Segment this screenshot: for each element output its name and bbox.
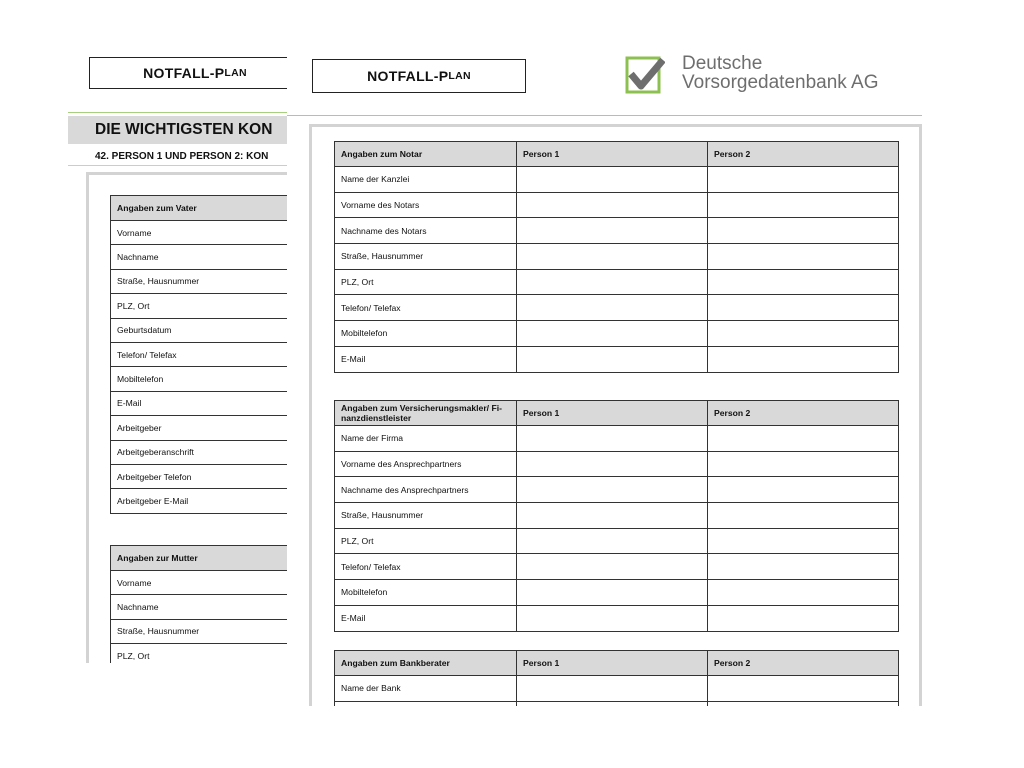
person-2-field[interactable] [708,528,899,554]
person-2-field[interactable] [708,321,899,347]
front-page-rule [287,115,922,116]
table-row [335,528,899,554]
person-2-field[interactable] [708,218,899,244]
bank-col-person-1: Person 1 [517,651,708,676]
person-1-field[interactable] [517,218,708,244]
person-1-field[interactable] [517,321,708,347]
row-label: Straße, Hausnummer [335,244,517,270]
row-label: Vorname des Ansprechpartners [335,451,517,477]
row-label: Vorname des Notars [335,192,517,218]
table-row [111,391,288,415]
person-2-field[interactable] [708,269,899,295]
table-row [335,554,899,580]
table-row [111,416,288,440]
subsection-title: 42. PERSON 1 UND PERSON 2: KON [95,151,269,162]
broker-col-person-2: Person 2 [708,401,899,426]
person-2-field[interactable] [708,477,899,503]
person-1-field[interactable] [517,269,708,295]
row-label: Vorname [111,221,288,245]
table-row [111,489,288,513]
bank-col-person-2: Person 2 [708,651,899,676]
row-label: Arbeitgeber [111,416,288,440]
table-row [111,440,288,464]
bank-table-header: Angaben zum Bankberater [335,651,517,676]
table-row [335,676,899,702]
table-row [335,346,899,372]
table-row [335,295,899,321]
row-label: Name der Firma [335,426,517,452]
table-row [111,619,288,643]
person-2-field[interactable] [708,244,899,270]
person-1-field[interactable] [517,426,708,452]
row-label: Nachname [111,245,288,269]
company-logo [625,54,878,96]
front-page-title: NOTFALL-P LAN [312,59,526,93]
row-label: E-Mail [111,391,288,415]
table-row [335,269,899,295]
person-1-field[interactable] [517,346,708,372]
notary-col-person-2: Person 2 [708,142,899,167]
table-row [111,595,288,619]
row-label: Telefon/ Telefax [111,342,288,366]
table-row [335,244,899,270]
person-2-field[interactable] [708,503,899,529]
person-1-field[interactable] [517,244,708,270]
section-title: DIE WICHTIGSTEN KON [68,116,287,144]
person-1-field[interactable] [517,192,708,218]
table-row [335,192,899,218]
person-2-field[interactable] [708,580,899,606]
person-2-field[interactable] [708,346,899,372]
person-2-field[interactable] [708,605,899,631]
row-label: Telefon/ Telefax [335,295,517,321]
person-1-field[interactable] [517,580,708,606]
table-row [111,464,288,488]
row-label: Nachname [111,595,288,619]
table-row [111,644,288,663]
page-bottom-whitespace [287,706,1024,768]
row-label: Mobiltelefon [111,367,288,391]
notary-table [334,141,899,373]
person-2-field[interactable] [708,676,899,702]
row-label: PLZ, Ort [335,269,517,295]
notary-col-person-1: Person 1 [517,142,708,167]
logo-line-2: Vorsorgedatenbank AG [682,72,879,93]
table-row [111,367,288,391]
person-2-field[interactable] [708,295,899,321]
person-2-field[interactable] [708,426,899,452]
row-label: Vorname [111,571,288,595]
person-1-field[interactable] [517,605,708,631]
row-label: Straße, Hausnummer [111,619,288,643]
table-row [335,503,899,529]
person-2-field[interactable] [708,192,899,218]
row-label: Nachname des Ansprechpartners [335,477,517,503]
table-row [111,342,288,366]
row-label: Name der Bank [335,676,517,702]
logo-line-1: Deutsche [682,53,763,74]
person-1-field[interactable] [517,554,708,580]
row-label: Mobiltelefon [335,580,517,606]
table-row [335,218,899,244]
table-row [335,477,899,503]
table-row [335,426,899,452]
table-row [335,605,899,631]
broker-table-header: Angaben zum Versicherungsmakler/ Fi-nanzdienstleister [335,401,517,426]
table-row [111,294,288,318]
person-1-field[interactable] [517,477,708,503]
row-label: PLZ, Ort [335,528,517,554]
person-2-field[interactable] [708,554,899,580]
broker-col-person-1: Person 1 [517,401,708,426]
table-row [111,571,288,595]
table-row [335,321,899,347]
row-label: Arbeitgeber E-Mail [111,489,288,513]
broker-table [334,400,899,632]
person-1-field[interactable] [517,528,708,554]
table-row [335,580,899,606]
person-2-field[interactable] [708,451,899,477]
logo-text [682,54,878,92]
table-row [335,451,899,477]
table-row [335,167,899,193]
person-1-field[interactable] [517,295,708,321]
person-2-field[interactable] [708,167,899,193]
back-page-title: NOTFALL-P LAN [89,57,287,89]
table-row [111,318,288,342]
row-label: Telefon/ Telefax [335,554,517,580]
mother-table [110,545,287,663]
father-table [110,195,287,514]
table-row [111,269,288,293]
row-label: Straße, Hausnummer [111,269,288,293]
person-1-field[interactable] [517,503,708,529]
row-label: Arbeitgeber Telefon [111,464,288,488]
row-label: Nachname des Notars [335,218,517,244]
table-row [111,245,288,269]
mother-table-header: Angaben zur Mutter [111,546,288,571]
row-label: Straße, Hausnummer [335,503,517,529]
notary-table-header: Angaben zum Notar [335,142,517,167]
checkmark-icon [625,54,665,96]
person-1-field[interactable] [517,676,708,702]
father-table-header: Angaben zum Vater [111,196,288,221]
back-page [0,0,287,663]
person-1-field[interactable] [517,451,708,477]
row-label: Mobiltelefon [335,321,517,347]
row-label: Geburtsdatum [111,318,288,342]
table-row [111,221,288,245]
row-label: E-Mail [335,346,517,372]
row-label: E-Mail [335,605,517,631]
row-label: PLZ, Ort [111,644,288,663]
row-label: Arbeitgeberanschrift [111,440,288,464]
row-label: Name der Kanzlei [335,167,517,193]
back-page-rule [68,112,287,113]
row-label: PLZ, Ort [111,294,288,318]
subsection-line [68,165,287,166]
person-1-field[interactable] [517,167,708,193]
